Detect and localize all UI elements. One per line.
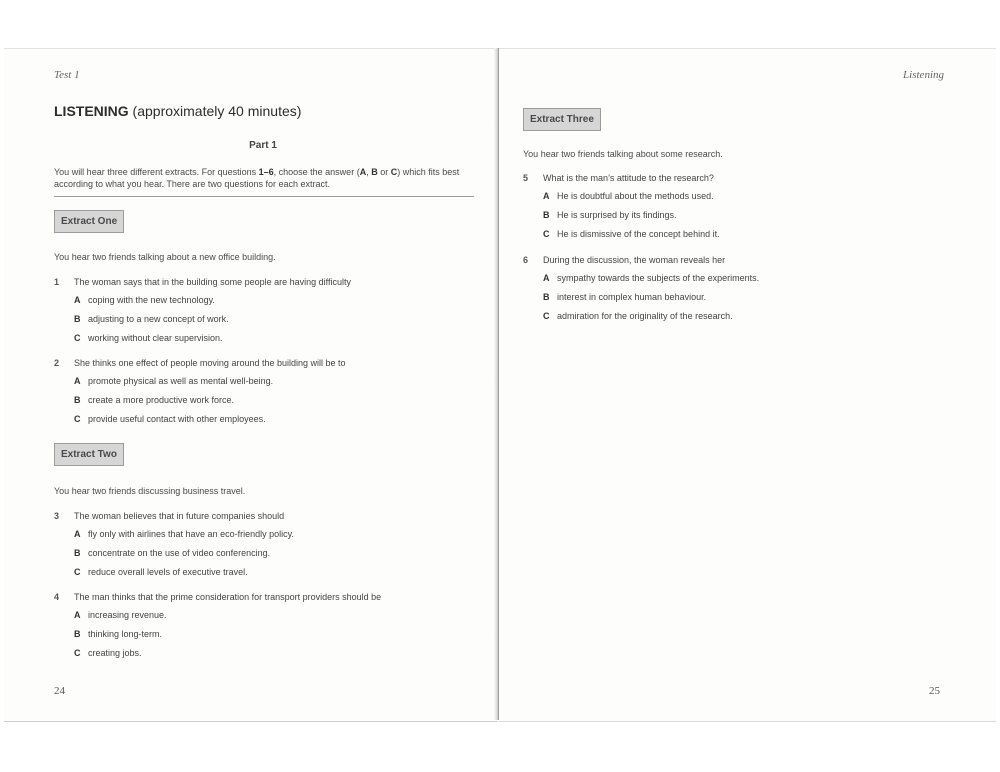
extract-two-heading: Extract Two — [54, 443, 124, 466]
option-text: reduce overall levels of executive travel. — [88, 567, 248, 577]
instructions-range: 1–6 — [258, 167, 274, 177]
question-row — [523, 173, 963, 191]
answer-option-3a[interactable] — [54, 529, 484, 548]
answer-option-6b[interactable] — [523, 292, 963, 311]
instructions-letter: A — [359, 167, 367, 177]
question-row — [54, 592, 484, 610]
option-text: promote physical as well as mental well-being. — [88, 376, 274, 386]
question-4 — [54, 592, 484, 667]
section-title-bold: LISTENING — [54, 103, 129, 119]
option-letter: A — [74, 295, 81, 305]
page-number-right: 25 — [929, 685, 940, 697]
extract-one-context: You hear two friends talking about a new office building. — [54, 252, 276, 262]
question-2 — [54, 358, 484, 433]
running-head-right: Listening — [903, 69, 944, 81]
option-text: creating jobs. — [88, 648, 142, 658]
option-letter: A — [74, 376, 81, 386]
option-letter: A — [74, 610, 81, 620]
option-letter: C — [74, 567, 81, 577]
instructions-text: or — [377, 167, 391, 177]
option-letter: B — [74, 629, 81, 639]
option-letter: B — [543, 292, 550, 302]
part-title: Part 1 — [249, 140, 277, 151]
answer-option-6c[interactable] — [523, 311, 963, 330]
option-text: working without clear supervision. — [88, 333, 223, 343]
answer-option-1a[interactable] — [54, 295, 484, 314]
answer-option-4c[interactable] — [54, 648, 484, 667]
option-text: increasing revenue. — [88, 610, 167, 620]
question-3 — [54, 511, 484, 586]
answer-option-6a[interactable] — [523, 273, 963, 292]
option-letter: B — [543, 210, 550, 220]
option-text: He is doubtful about the methods used. — [557, 191, 714, 201]
answer-option-5c[interactable] — [523, 229, 963, 248]
option-text: provide useful contact with other employees. — [88, 414, 266, 424]
instructions-text: You will hear three different extracts. For questions — [54, 167, 259, 177]
option-letter: C — [543, 311, 550, 321]
question-6 — [523, 255, 963, 330]
question-stem: What is the man’s attitude to the research? — [543, 173, 714, 183]
option-text: coping with the new technology. — [88, 295, 215, 305]
option-text: create a more productive work force. — [88, 395, 235, 405]
option-letter: A — [543, 191, 550, 201]
answer-option-2a[interactable] — [54, 376, 484, 395]
question-stem: The man thinks that the prime consideration for transport providers should be — [74, 592, 382, 602]
question-stem: She thinks one effect of people moving around the building will be to — [74, 358, 346, 368]
right-page — [499, 48, 996, 722]
option-text: interest in complex human behaviour. — [557, 292, 707, 302]
instructions-text: , — [366, 167, 372, 177]
extract-two-context: You hear two friends discussing business travel. — [54, 486, 246, 496]
option-letter: C — [74, 414, 81, 424]
instructions — [54, 166, 474, 197]
option-text: He is surprised by its findings. — [557, 210, 677, 220]
option-letter: C — [74, 648, 81, 658]
answer-option-2b[interactable] — [54, 395, 484, 414]
option-text: adjusting to a new concept of work. — [88, 314, 229, 324]
option-text: concentrate on the use of video conferencing. — [88, 548, 271, 558]
option-letter: C — [74, 333, 81, 343]
question-number: 6 — [523, 255, 529, 265]
instructions-letter: C — [390, 167, 398, 177]
extract-one-heading: Extract One — [54, 210, 124, 233]
option-text: thinking long-term. — [88, 629, 163, 639]
section-title — [54, 103, 301, 119]
left-page — [4, 48, 498, 722]
running-head-left: Test 1 — [54, 69, 80, 81]
extract-three-context: You hear two friends talking about some research. — [523, 149, 723, 159]
option-text: fly only with airlines that have an eco-friendly policy. — [88, 529, 294, 539]
instructions-text: ) which fits best according to what you hear. There are two questions for each extract. — [54, 167, 460, 189]
answer-option-3b[interactable] — [54, 548, 484, 567]
section-title-rest: (approximately 40 minutes) — [128, 103, 302, 119]
option-letter: B — [74, 548, 81, 558]
answer-option-4a[interactable] — [54, 610, 484, 629]
question-stem: During the discussion, the woman reveals her — [543, 255, 726, 265]
question-number: 2 — [54, 358, 60, 368]
instructions-text: , choose the answer ( — [273, 167, 360, 177]
option-letter: C — [543, 229, 550, 239]
question-1 — [54, 277, 484, 352]
answer-option-5a[interactable] — [523, 191, 963, 210]
question-stem: The woman says that in the building some people are having difficulty — [74, 277, 351, 287]
question-number: 1 — [54, 277, 60, 287]
answer-option-5b[interactable] — [523, 210, 963, 229]
answer-option-4b[interactable] — [54, 629, 484, 648]
question-5 — [523, 173, 963, 248]
answer-option-3c[interactable] — [54, 567, 484, 586]
question-number: 5 — [523, 173, 529, 183]
question-row — [54, 511, 484, 529]
answer-option-2c[interactable] — [54, 414, 484, 433]
question-row — [54, 277, 484, 295]
option-letter: B — [74, 314, 81, 324]
question-row — [523, 255, 963, 273]
option-text: admiration for the originality of the research. — [557, 311, 733, 321]
option-letter: B — [74, 395, 81, 405]
answer-option-1b[interactable] — [54, 314, 484, 333]
page-number-left: 24 — [54, 685, 65, 697]
extract-three-heading: Extract Three — [523, 108, 601, 131]
option-letter: A — [543, 273, 550, 283]
question-stem: The woman believes that in future companies should — [74, 511, 285, 521]
option-text: He is dismissive of the concept behind it. — [557, 229, 720, 239]
question-row — [54, 358, 484, 376]
option-text: sympathy towards the subjects of the experiments. — [557, 273, 760, 283]
question-number: 3 — [54, 511, 60, 521]
question-number: 4 — [54, 592, 60, 602]
answer-option-1c[interactable] — [54, 333, 484, 352]
option-letter: A — [74, 529, 81, 539]
instructions-letter: B — [371, 167, 378, 177]
